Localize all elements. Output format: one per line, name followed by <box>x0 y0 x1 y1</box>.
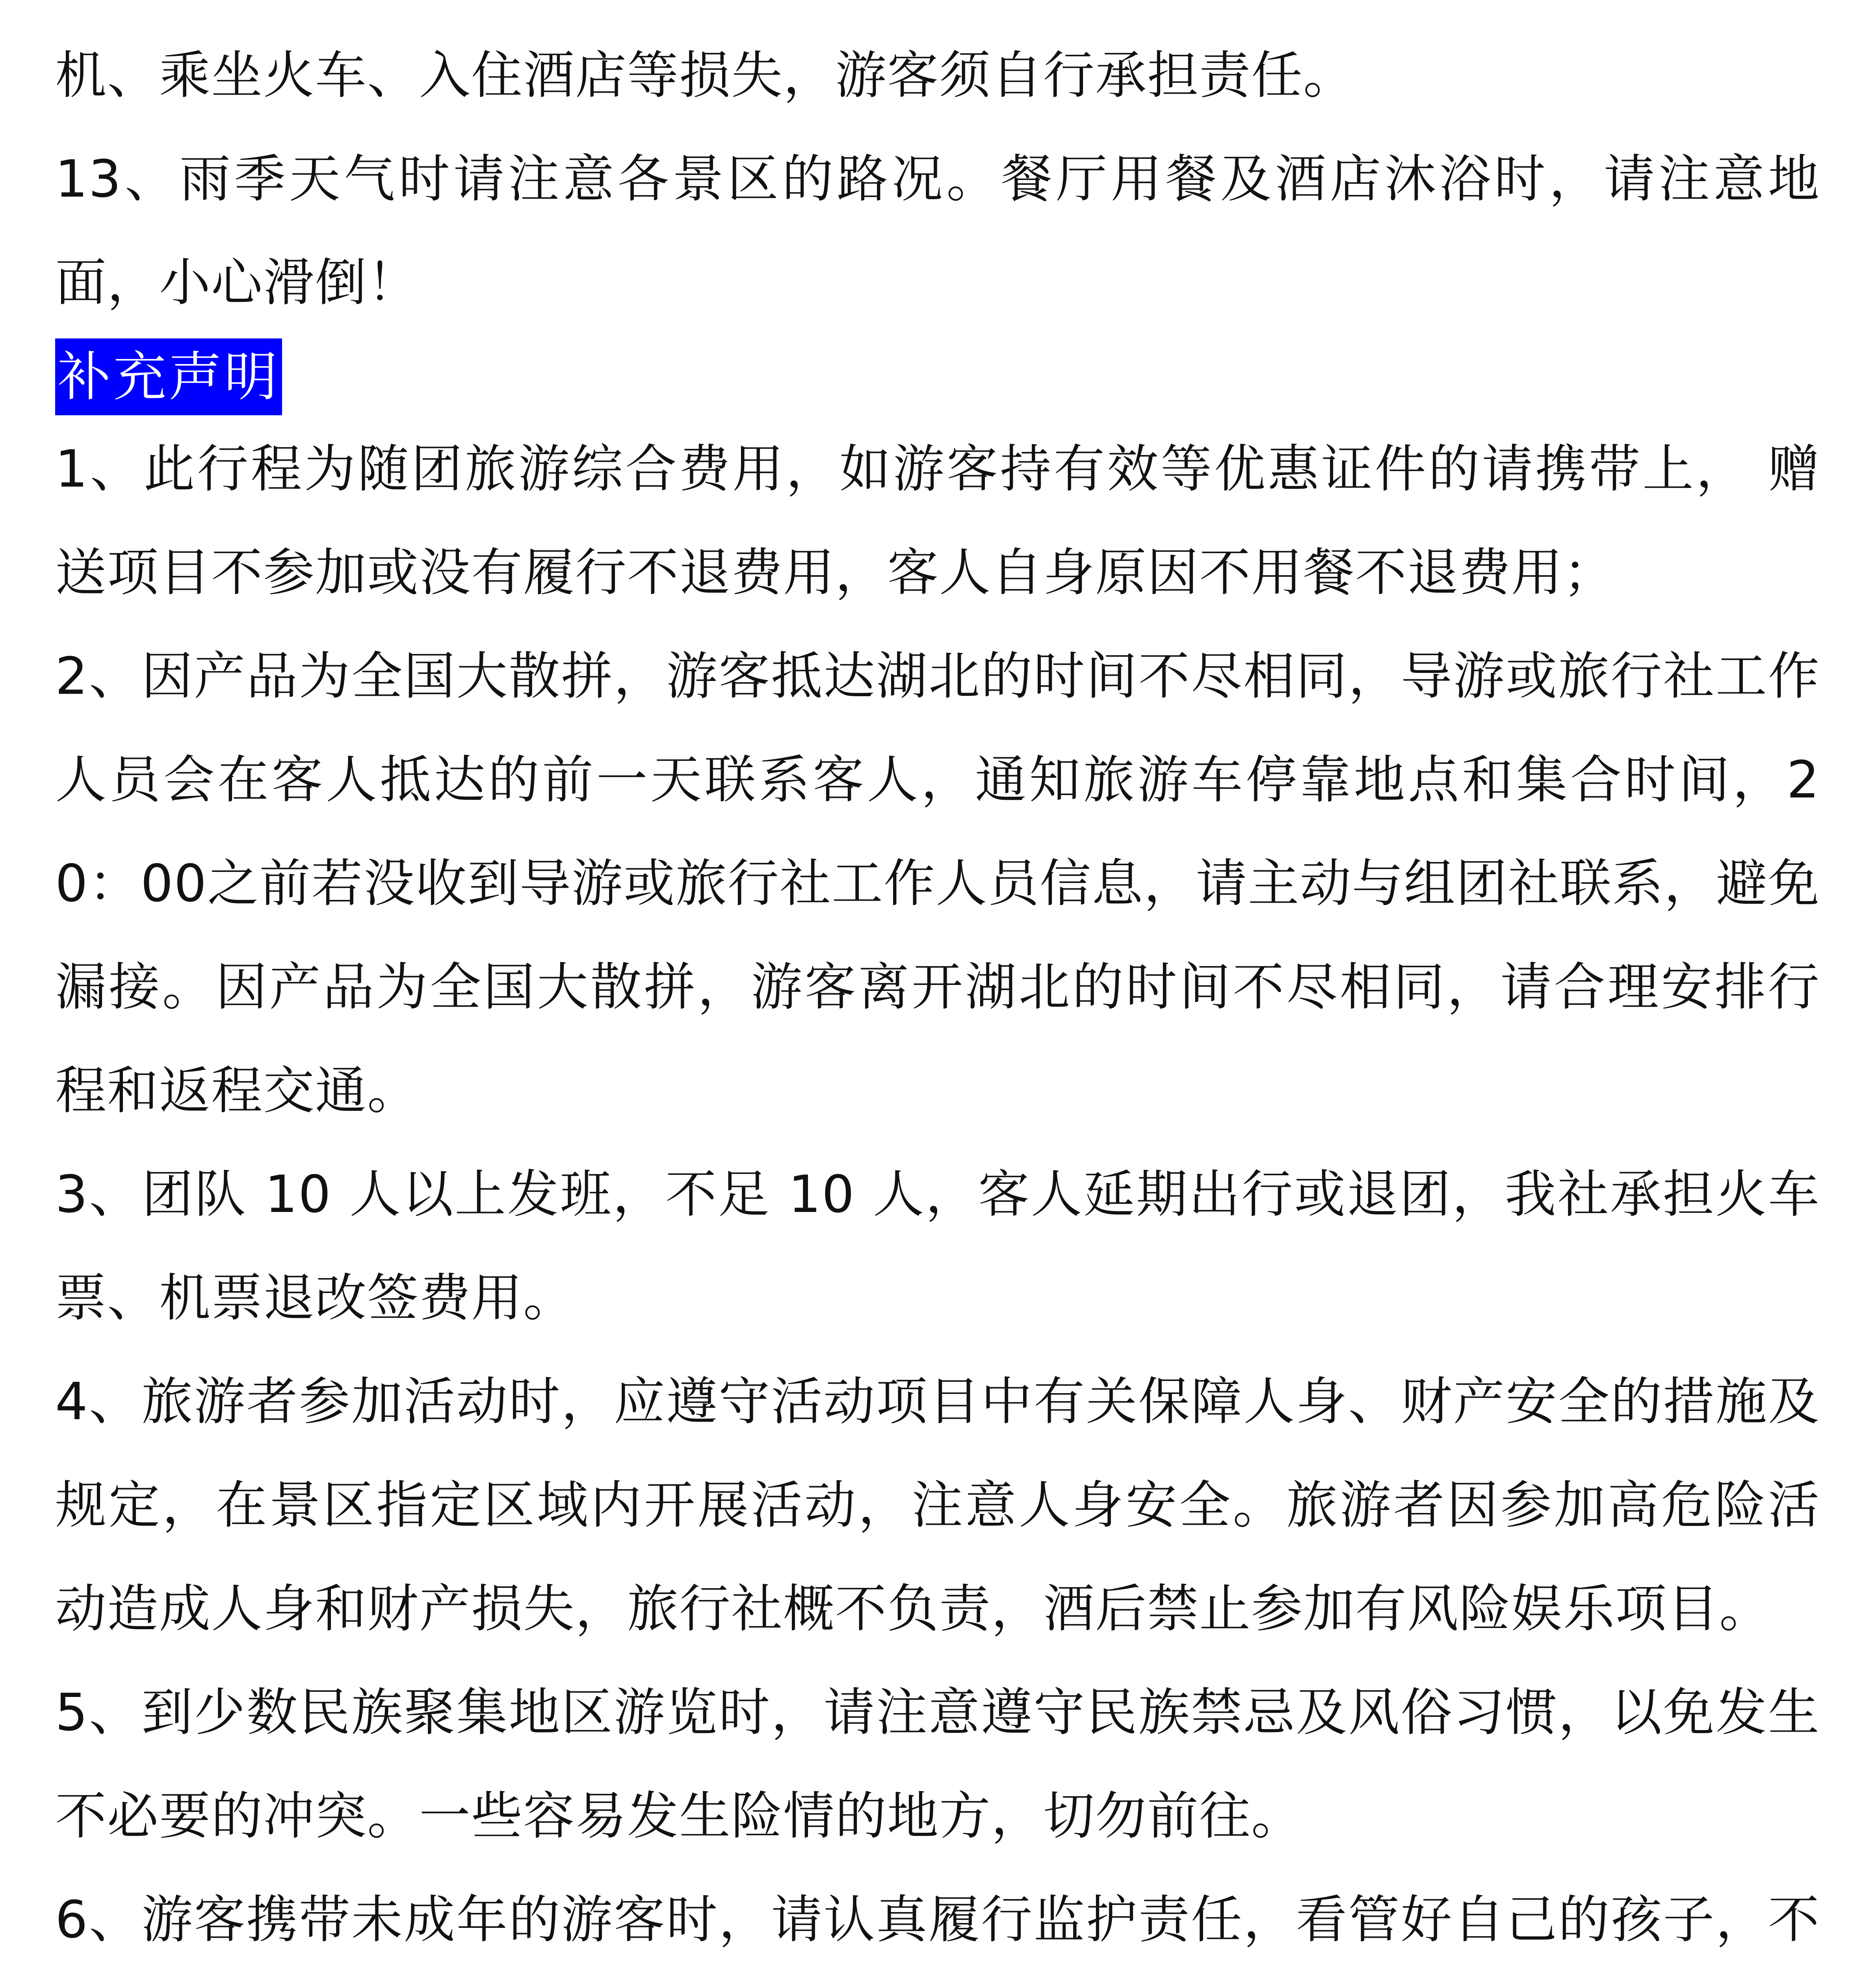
statement-item-2: 2、因产品为全国大散拼，游客抵达湖北的时间不尽相同，导游或旅行社工作人员会在客人抵达的前一天联系客人，通知旅游车停靠地点和集合时间，20：00之前若没收到导游或旅行社工作人员信息，请主动与组团社联系，避免漏接。因产品为全国大散拼，游客离开湖北的时间不尽相同，请合理安排行程和返程交通。 <box>55 646 1820 1121</box>
statement-item-6: 6、游客携带未成年的游客时，请认真履行监护责任，看管好自己的孩子，不 <box>55 1890 1820 1950</box>
section-heading-wrapper <box>55 338 1820 417</box>
section-heading: 补充声明 <box>55 338 282 415</box>
paragraph-item-13: 13、雨季天气时请注意各景区的路况。餐厅用餐及酒店沐浴时，请注意地面，小心滑倒！ <box>55 149 1820 312</box>
statement-item-5: 5、到少数民族聚集地区游览时，请注意遵守民族禁忌及风俗习惯，以免发生不必要的冲突。一些容易发生险情的地方，切勿前往。 <box>55 1682 1820 1846</box>
statement-item-3: 3、团队 10 人以上发班，不足 10 人，客人延期出行或退团，我社承担火车票、机票退改签费用。 <box>55 1164 1820 1328</box>
document-body <box>55 24 1820 1970</box>
paragraph-continuation: 机、乘坐火车、入住酒店等损失，游客须自行承担责任。 <box>55 45 1356 105</box>
statement-item-1: 1、此行程为随团旅游综合费用，如游客持有效等优惠证件的请携带上， 赠送项目不参加或没有履行不退费用，客人自身原因不用餐不退费用； <box>55 439 1820 602</box>
statement-item-4: 4、旅游者参加活动时，应遵守活动项目中有关保障人身、财产安全的措施及规定，在景区指定区域内开展活动，注意人身安全。旅游者因参加高危险活动造成人身和财产损失，旅行社概不负责，酒后禁止参加有风险娱乐项目。 <box>55 1372 1820 1639</box>
